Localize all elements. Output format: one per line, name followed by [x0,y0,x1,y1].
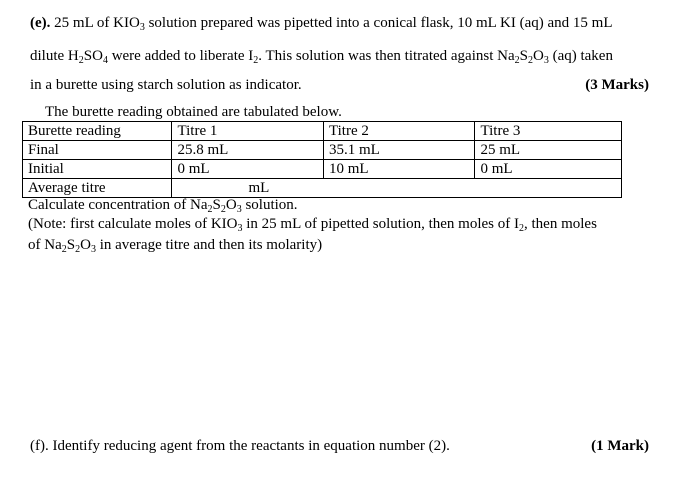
header-titre-1: Titre 1 [172,122,324,141]
question-e-line-1: (e). 25 mL of $KIO_3$ solution prepared was pipetted into a conical flask, 10 mL KI (aq) and 15 mL [30,15,613,33]
question-e-line-3: in a burette using starch solution as indicator. [30,77,302,93]
header-titre-3: Titre 3 [475,122,622,141]
row-final-titre-2: 35.1 mL [323,141,475,160]
question-f-text: (f). Identify reducing agent from the reactants in equation number (2). [30,438,450,454]
header-burette-reading: Burette reading [23,122,172,141]
calculate-instruction: Calculate concentration of $Na_2S_2O_3$ solution. [28,197,298,215]
burette-reading-table [22,121,622,198]
question-e-line-2: dilute $H_2SO_4$ were added to liberate $I_2$. This solution was then titrated against $Na_2S_2O_3$ (aq) taken [30,48,613,66]
row-final-titre-1: 25.8 mL [172,141,324,160]
table-row-initial [23,160,622,179]
note-line-2: of $Na_2S_2O_3$ in average titre and then its molarity) [28,237,323,255]
row-initial-label: Initial [23,160,172,179]
row-initial-titre-3: 0 mL [475,160,622,179]
table-caption: The burette reading obtained are tabulated below. [45,104,342,120]
table-header-row [23,122,622,141]
row-initial-titre-1: 0 mL [172,160,324,179]
note-line-1: (Note: first calculate moles of $KIO_3$ in 25 mL of pipetted solution, then moles of $I_2$, then moles [28,216,597,234]
row-average-label: Average titre [23,179,172,198]
question-f-marks: (1 Mark) [591,438,649,454]
row-final-label: Final [23,141,172,160]
row-average-value [172,179,622,198]
row-initial-titre-2: 10 mL [323,160,475,179]
header-titre-2: Titre 2 [323,122,475,141]
table-row-average [23,179,622,198]
table-row-final [23,141,622,160]
question-e-label: (e). [30,15,51,31]
row-final-titre-3: 25 mL [475,141,622,160]
average-unit: mL [248,180,270,196]
question-e-marks: (3 Marks) [585,77,649,93]
